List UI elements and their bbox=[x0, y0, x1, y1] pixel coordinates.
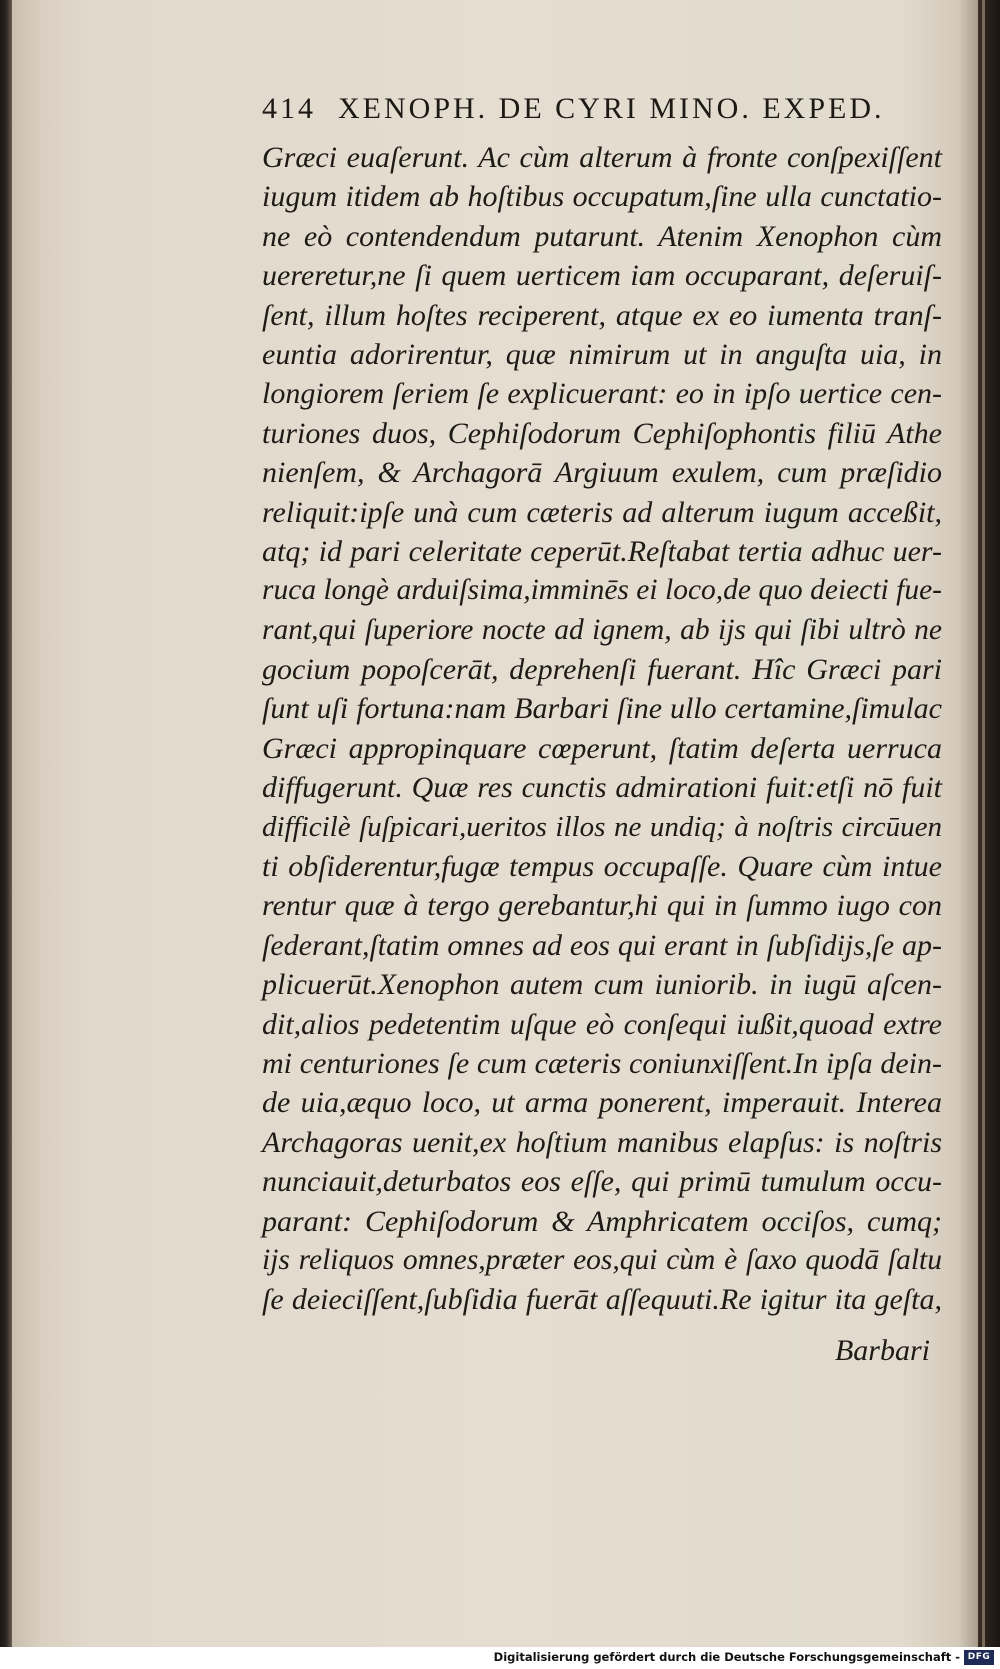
running-head bbox=[262, 92, 885, 132]
text-line: de uia,æquo loco, ut arma ponerent, imperauit. Interea bbox=[262, 1086, 942, 1120]
text-line: rentur quæ à tergo gerebantur,hi qui in ſummo iugo con bbox=[262, 889, 942, 923]
dfg-logo: DFG bbox=[964, 1650, 994, 1665]
text-line: nunciauit,deturbatos eos eſſe, qui primū tumulum occu- bbox=[262, 1165, 942, 1199]
text-line: parant: Cephiſodorum & Amphricatem occiſos, cumq; bbox=[262, 1204, 942, 1238]
text-line: ti obſiderentur,fugæ tempus occupaſſe. Quare cùm intue bbox=[262, 850, 942, 884]
text-line: Græci appropinquare cœperunt, ſtatim deſerta uerruca bbox=[262, 731, 942, 765]
text-line: ne eò contendendum putarunt. Atenim Xenophon cùm bbox=[262, 219, 942, 253]
catchword: Barbari bbox=[834, 1334, 930, 1367]
text-line: iugum itidem ab hoſtibus occupatum,ſine ulla cunctatio- bbox=[262, 180, 942, 214]
text-line: ruca longè arduiſsima,imminēs ei loco,de quo deiecti fue- bbox=[262, 574, 942, 607]
text-line: ſe deieciſſent,ſubſidia fuerāt aſſequuti.Re igitur ita geſta, bbox=[262, 1283, 942, 1317]
text-line: ſunt uſi fortuna:nam Barbari ſine ullo certamine,ſimulac bbox=[262, 692, 942, 726]
text-line: rant,qui ſuperiore nocte ad ignem, ab ijs qui ſibi ultrò ne bbox=[262, 613, 942, 646]
text-line: longiorem ſeriem ſe explicuerant: eo in ipſo uertice cen- bbox=[262, 377, 942, 411]
text-line: ijs reliquos omnes,præter eos,qui cùm è ſaxo quodā ſaltu bbox=[262, 1243, 942, 1276]
text-line: uereretur,ne ſi quem uerticem iam occuparant, deſeruiſ- bbox=[262, 259, 942, 293]
text-line: diffugerunt. Quæ res cunctis admirationi fuit:etſi nō fuit bbox=[262, 771, 942, 805]
text-line: nienſem, & Archagorā Argiuum exulem, cum præſidio bbox=[262, 456, 942, 490]
text-line: reliquit:ipſe unà cum cæteris ad alterum iugum acceßit, bbox=[262, 495, 942, 529]
page-number: 414 bbox=[262, 92, 316, 125]
text-line: Græci euaſerunt. Ac cùm alterum à fronte conſpexiſſent bbox=[262, 141, 942, 174]
book-edge-right bbox=[978, 0, 1000, 1647]
running-title: XENOPH. DE CYRI MINO. EXPED. bbox=[338, 92, 885, 125]
funding-credit: Digitalisierung gefördert durch die Deutsche Forschungsgemeinschaft - bbox=[493, 1650, 960, 1664]
text-line: gocium popoſcerāt, deprehenſi fuerant. Hîc Græci pari bbox=[262, 653, 942, 687]
text-line: mi centuriones ſe cum cæteris coniunxiſſent.In ipſa dein- bbox=[262, 1046, 942, 1080]
text-line: Archagoras uenit,ex hoſtium manibus elapſus: is noſtris bbox=[262, 1125, 942, 1159]
text-line: difficilè ſuſpicari,ueritos illos ne undiq; à noſtris circūuen bbox=[262, 810, 942, 843]
text-line: dit,alios pedetentim uſque eò conſequi iußit,quoad extre bbox=[262, 1007, 942, 1041]
text-line: ſent, illum hoſtes reciperent, atque ex eo iumenta tranſ- bbox=[262, 298, 942, 332]
book-gutter-left bbox=[0, 0, 12, 1647]
text-line: ſederant,ſtatim omnes ad eos qui erant in ſubſidijs,ſe ap- bbox=[262, 928, 942, 962]
text-line: euntia adorirentur, quæ nimirum ut in anguſta uia, in bbox=[262, 337, 942, 371]
text-line: plicuerūt.Xenophon autem cum iuniorib. in iugū aſcen- bbox=[262, 968, 942, 1002]
digitization-footer bbox=[0, 1647, 1000, 1669]
text-line: turiones duos, Cephiſodorum Cephiſophontis filiū Athe bbox=[262, 416, 942, 450]
body-text bbox=[262, 138, 942, 1320]
text-line: atq; id pari celeritate ceperūt.Reſtabat tertia adhuc uer- bbox=[262, 534, 942, 568]
